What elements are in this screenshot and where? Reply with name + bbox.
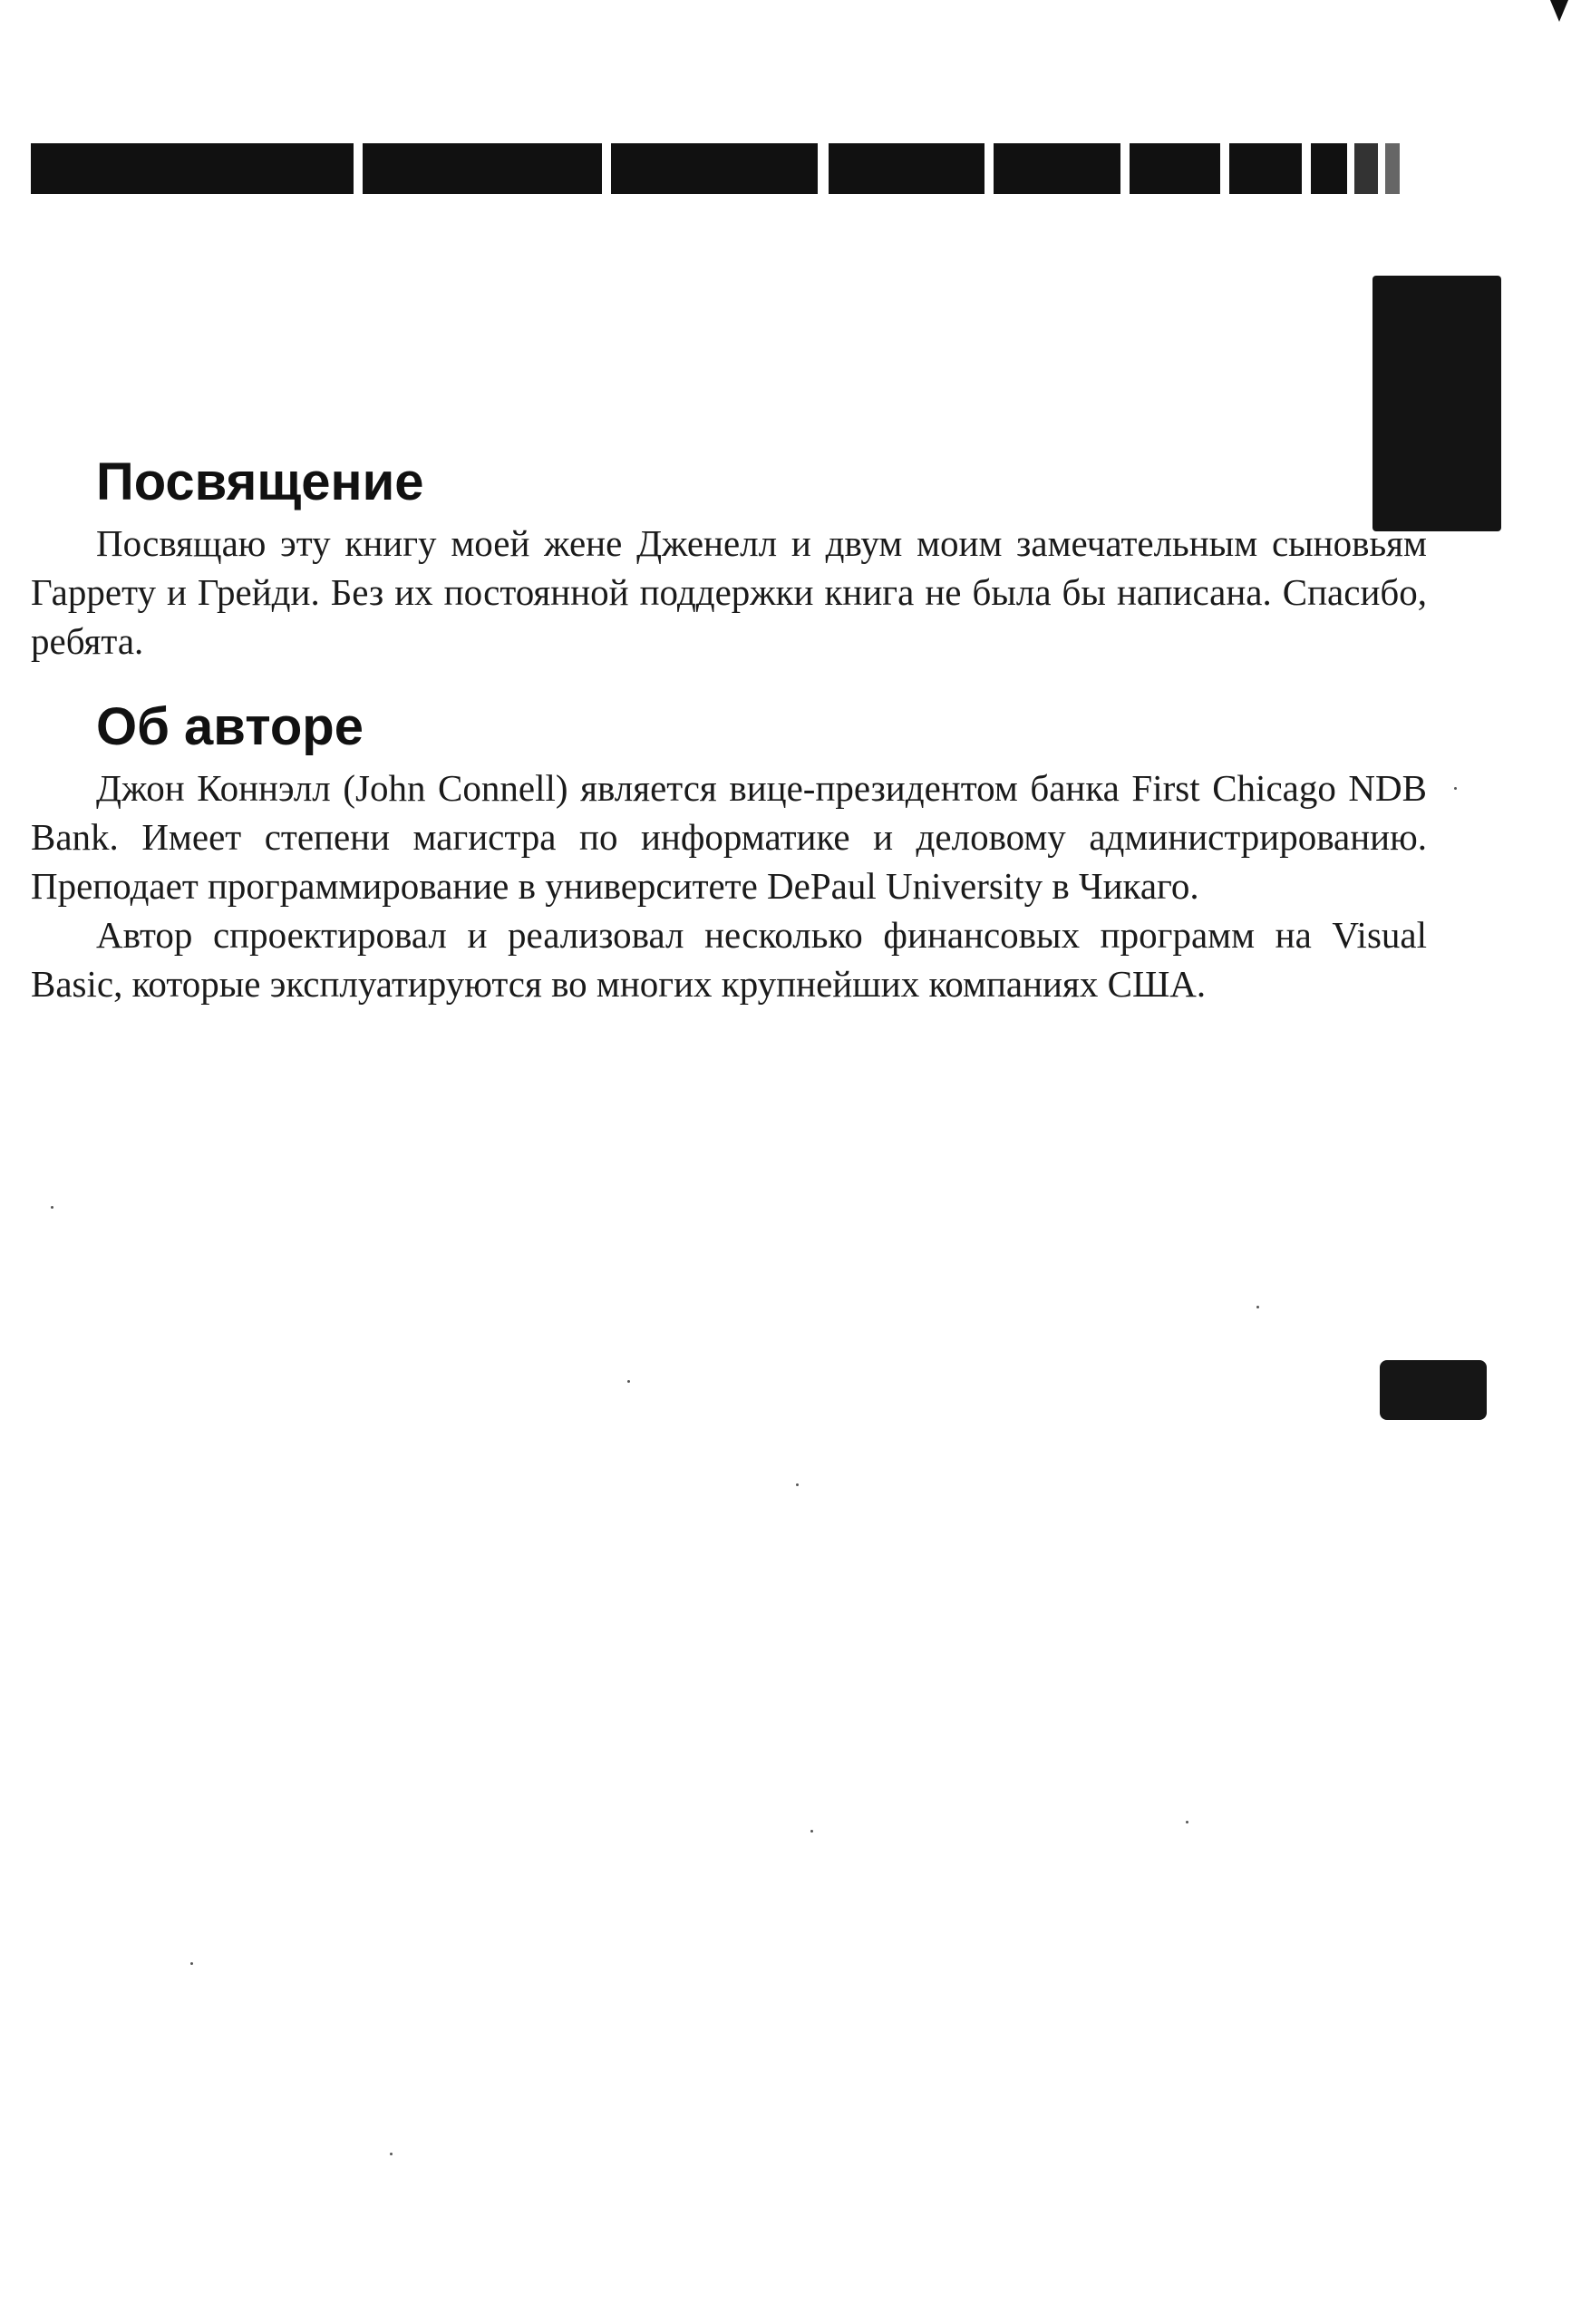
top-decorative-bar — [31, 143, 1427, 194]
section-heading: Об авторе — [96, 696, 364, 756]
scan-speck — [1256, 1306, 1259, 1308]
section-dedication — [31, 453, 1427, 666]
bar-segment — [1354, 143, 1378, 194]
page-thumb-tab — [1380, 1360, 1487, 1420]
scan-speck — [190, 1962, 193, 1965]
bar-segment — [1130, 143, 1220, 194]
paragraph: Посвящаю эту книгу моей жене Дженелл и двум моим замечательным сыновьям Гаррету и Грейди. Без их постоянной поддержки книга не была бы написана. Спасибо, ребята. — [31, 521, 1427, 662]
bar-segment — [994, 143, 1120, 194]
bar-segment — [1229, 143, 1302, 194]
scan-speck — [390, 2153, 393, 2155]
scan-speck — [810, 1830, 813, 1833]
section-heading: Посвящение — [96, 452, 424, 511]
bar-segment — [1385, 143, 1400, 194]
section-about-author — [31, 698, 1427, 1008]
bar-segment — [1311, 143, 1347, 194]
corner-mark-icon — [1550, 0, 1568, 22]
bar-segment — [829, 143, 984, 194]
paragraph: Джон Коннэлл (John Connell) является вице-президентом банка First Chicago NDB Bank. Имеет степени магистра по информатике и деловому администрированию. Преподает программирование в университете DePaul University в Чикаго. — [31, 766, 1427, 907]
scan-speck — [1454, 787, 1457, 790]
bar-segment — [611, 143, 818, 194]
bar-segment — [31, 143, 354, 194]
bar-segment — [363, 143, 602, 194]
scan-speck — [51, 1206, 53, 1209]
paragraph: Автор спроектировал и реализовал несколько финансовых программ на Visual Basic, которые эксплуатируются во многих крупнейших компаниях США. — [31, 913, 1427, 1005]
page-content — [31, 453, 1427, 1008]
scan-speck — [627, 1380, 630, 1383]
scan-speck — [1186, 1821, 1188, 1823]
scan-speck — [796, 1483, 799, 1486]
